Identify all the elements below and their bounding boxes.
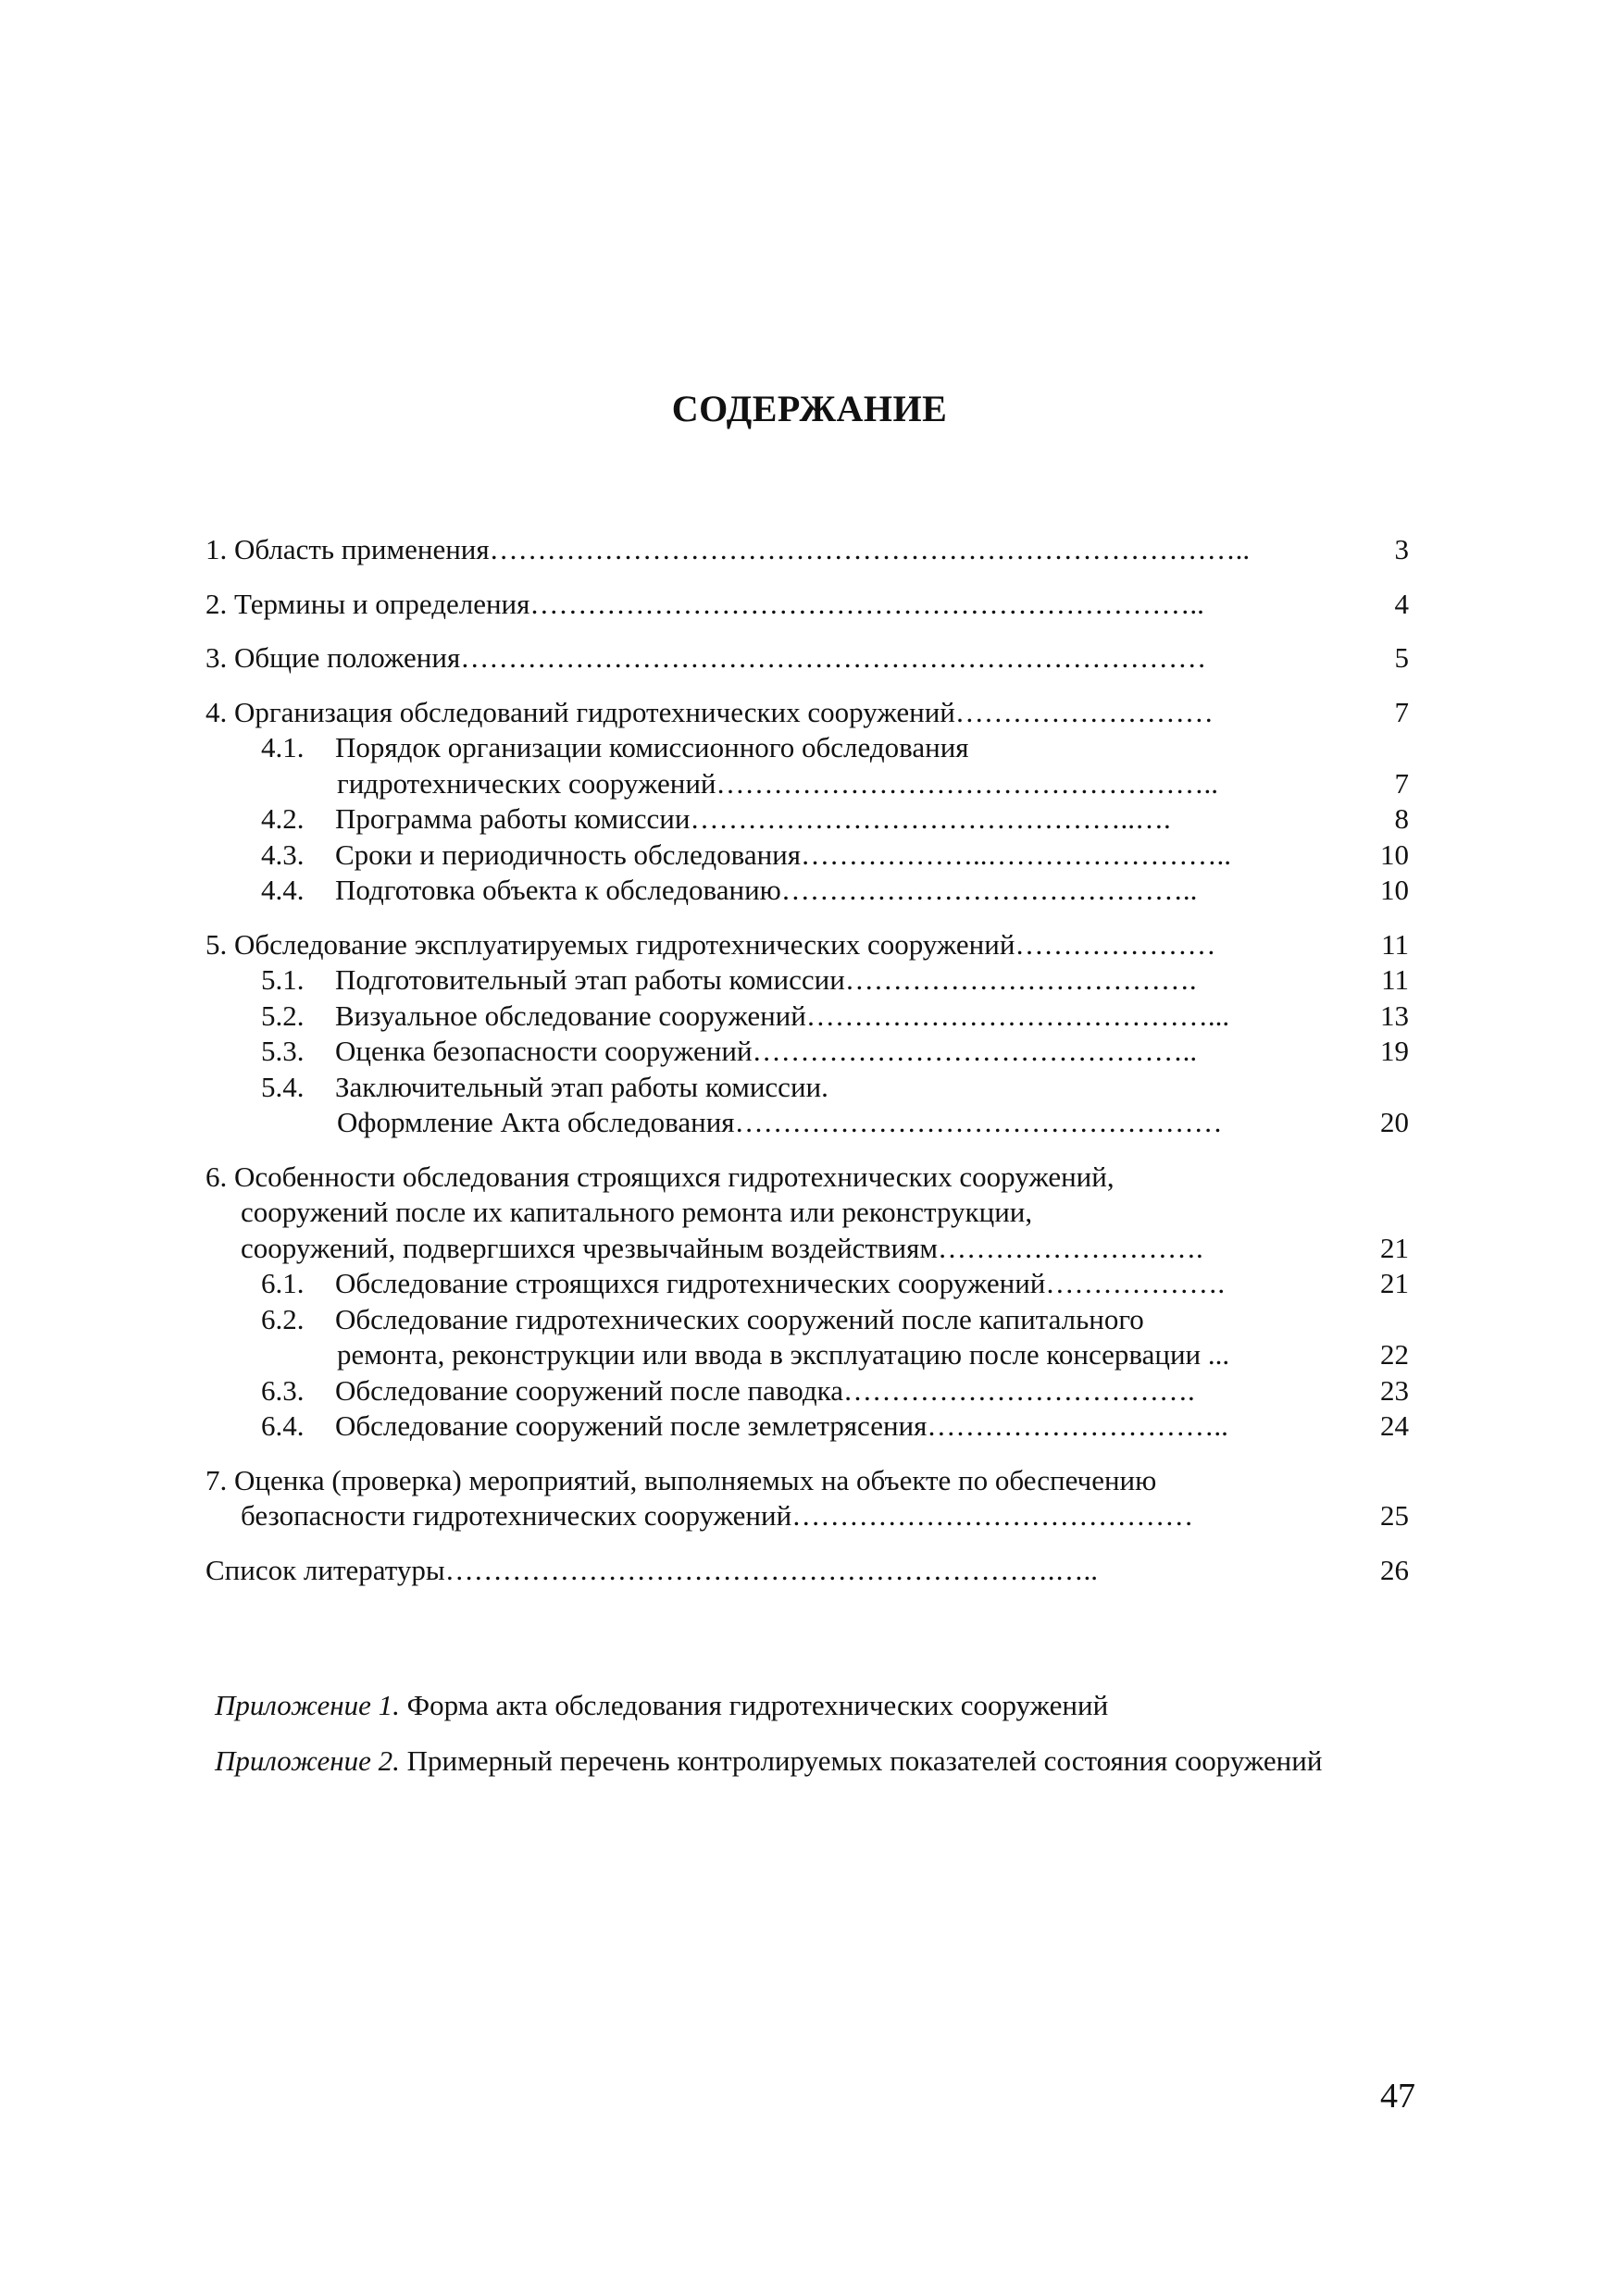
toc-entry (205, 1160, 1409, 1196)
toc-entry-page: 3 (1394, 533, 1409, 565)
toc-entry-title: Порядок организации комиссионного обследования (335, 731, 969, 763)
toc-entry (205, 640, 1409, 676)
toc-dot-leader: ………………………. (938, 1231, 1203, 1264)
toc-dot-leader: …………………………………………… (734, 1106, 1223, 1138)
toc-dot-leader: …………………………………………….. (716, 766, 1219, 800)
toc-entry (205, 962, 1409, 999)
toc-entry-page: 23 (1380, 1373, 1409, 1407)
toc-entry-title: безопасности гидротехнических сооружений (241, 1499, 792, 1532)
toc-section (205, 927, 1409, 1141)
toc-entry-page: 5 (1394, 641, 1409, 674)
toc-entry-number: 4.4. (261, 874, 305, 906)
toc-entry-page: 21 (1380, 1231, 1409, 1264)
toc-entry-title: сооружений после их капитального ремонта или реконструкции, (241, 1196, 1033, 1228)
toc-entry (205, 1553, 1409, 1589)
toc-entry-title: Обследование строящихся гидротехнических сооружений (335, 1267, 1046, 1299)
toc-entry (205, 801, 1409, 838)
toc-entry-title: Программа работы комиссии (335, 802, 691, 835)
toc-entry (205, 1195, 1409, 1231)
toc-entry (205, 1409, 1409, 1445)
toc-entry-title: Подготовка объекта к обследованию (335, 874, 781, 906)
toc-entry-title: 2. Термины и определения (205, 587, 530, 620)
toc-entry (205, 1070, 1409, 1106)
toc-section (205, 640, 1409, 676)
toc-entry-title: 5. Обследование эксплуатируемых гидротехнических сооружений (205, 927, 1015, 961)
toc-entry-page: 21 (1380, 1267, 1409, 1299)
toc-entry-title: гидротехнических сооружений (337, 766, 716, 800)
toc-section (205, 695, 1409, 909)
toc-entry (205, 766, 1409, 802)
toc-section (205, 1553, 1409, 1589)
toc-dot-leader: …………………………………………………………………… (460, 641, 1207, 674)
toc-dot-leader: ……………………… (954, 695, 1214, 728)
toc-section (205, 587, 1409, 623)
toc-entry (205, 1231, 1409, 1267)
toc-entry (205, 1105, 1409, 1141)
toc-entry (205, 1463, 1409, 1499)
toc-entry-number: 5.3. (261, 1035, 305, 1067)
toc-entry (205, 695, 1409, 731)
toc-section (205, 532, 1409, 568)
toc-entry-page: 10 (1380, 874, 1409, 906)
toc-entry-page: 4 (1394, 587, 1409, 620)
toc-dot-leader: ………………………….. (927, 1409, 1228, 1442)
toc-entry (205, 1302, 1409, 1338)
toc-entry-number: 5.1. (261, 963, 305, 996)
toc-dot-leader: ……………………………………... (805, 999, 1230, 1032)
appendix-1-text: Форма акта обследования гидротехнических сооружений (399, 1689, 1109, 1721)
toc-entry-title: Список литературы (205, 1553, 445, 1586)
toc-dot-leader: ……………………………………………………….….. (444, 1553, 1098, 1586)
toc-entry-title: Обследование сооружений после землетрясения (335, 1409, 928, 1442)
toc-entry-number: 4.3. (261, 838, 305, 871)
toc-dot-leader: ………………………………. (843, 1373, 1195, 1407)
toc-dot-leader: ………………………………………..…. (690, 802, 1171, 835)
toc-entry-page: 8 (1394, 802, 1409, 835)
toc-entry-title: Обследование гидротехнических сооружений после капитального (335, 1302, 1144, 1335)
toc-dot-leader: …………………………………… (791, 1499, 1194, 1532)
toc-entry-title: Сроки и периодичность обследования (335, 838, 802, 871)
toc-dot-leader: …………………………………………………………….. (529, 587, 1204, 620)
toc-entry-page: 19 (1380, 1035, 1409, 1067)
toc-entry-title: Обследование сооружений после паводка (335, 1373, 844, 1407)
toc-entry-number: 6.2. (261, 1302, 305, 1335)
page-title: СОДЕРЖАНИЕ (671, 388, 948, 429)
toc-entry-page: 10 (1380, 838, 1409, 871)
toc-entry-title: Подготовительный этап работы комиссии (335, 963, 845, 996)
toc-entry (205, 999, 1409, 1035)
toc-dot-leader: ……………………………………….. (752, 1035, 1198, 1067)
toc-entry-title: Оценка безопасности сооружений (335, 1035, 753, 1067)
page-number: 47 (1380, 2077, 1415, 2116)
toc-dot-leader: ………………..…………………….. (801, 838, 1232, 871)
appendix-1 (215, 1687, 1108, 1724)
toc-entry-number: 5.4. (261, 1070, 305, 1103)
toc-entry-title: ремонта, реконструкции или ввода в эксплуатацию после консервации (337, 1338, 1202, 1371)
toc-dot-leader: ... (1201, 1338, 1230, 1371)
appendix-2 (215, 1743, 1322, 1780)
table-of-contents (205, 532, 1409, 1607)
appendix-2-text: Примерный перечень контролируемых показателей состояния сооружений (399, 1744, 1323, 1777)
toc-entry-title: 7. Оценка (проверка) мероприятий, выполняемых на объекте по обеспечению (205, 1463, 1157, 1496)
toc-entry-page: 13 (1380, 999, 1409, 1032)
toc-entry-page: 26 (1380, 1553, 1409, 1586)
toc-entry (205, 1373, 1409, 1409)
toc-entry-page: 7 (1394, 766, 1409, 800)
toc-entry-title: Оформление Акта обследования (337, 1106, 735, 1138)
toc-entry-title: 3. Общие положения (205, 641, 461, 674)
toc-entry-title: Заключительный этап работы комиссии. (335, 1070, 828, 1103)
appendix-2-label: Приложение 2. (215, 1744, 400, 1777)
toc-entry (205, 838, 1409, 874)
toc-entry (205, 730, 1409, 766)
toc-entry (205, 1034, 1409, 1070)
toc-section (205, 1463, 1409, 1534)
toc-entry-page: 24 (1380, 1409, 1409, 1442)
toc-entry-title: 4. Организация обследований гидротехнических сооружений (205, 695, 955, 728)
toc-dot-leader: …………………………………….. (780, 874, 1198, 906)
toc-entry-number: 5.2. (261, 999, 305, 1032)
toc-dot-leader: ………………. (1045, 1267, 1226, 1299)
toc-entry (205, 1498, 1409, 1534)
toc-entry-page: 22 (1380, 1338, 1409, 1371)
toc-dot-leader: ………………………………. (844, 963, 1197, 996)
toc-entry-number: 6.4. (261, 1409, 305, 1442)
toc-section (205, 1160, 1409, 1445)
toc-entry-page: 7 (1394, 695, 1409, 728)
toc-entry-page: 11 (1381, 927, 1409, 961)
toc-entry-title: 1. Область применения (205, 533, 490, 565)
toc-entry-title: сооружений, подвергшихся чрезвычайным воздействиям (241, 1231, 939, 1264)
toc-dot-leader: …………………………………………………………………….. (489, 533, 1251, 565)
toc-entry (205, 927, 1409, 963)
toc-entry-number: 4.1. (261, 731, 305, 763)
toc-entry (205, 1337, 1409, 1373)
toc-entry-number: 4.2. (261, 802, 305, 835)
toc-entry-number: 6.1. (261, 1267, 305, 1299)
toc-entry-title: Визуальное обследование сооружений (335, 999, 806, 1032)
toc-dot-leader: ………………… (1015, 927, 1216, 961)
toc-entry (205, 532, 1409, 568)
toc-entry-page: 11 (1381, 963, 1409, 996)
toc-entry (205, 1266, 1409, 1302)
toc-entry-title: 6. Особенности обследования строящихся гидротехнических сооружений, (205, 1160, 1115, 1193)
toc-entry (205, 587, 1409, 623)
toc-entry (205, 873, 1409, 909)
toc-entry-page: 20 (1380, 1106, 1409, 1138)
toc-entry-page: 25 (1380, 1499, 1409, 1532)
toc-entry-number: 6.3. (261, 1373, 305, 1407)
appendix-1-label: Приложение 1. (215, 1689, 400, 1721)
